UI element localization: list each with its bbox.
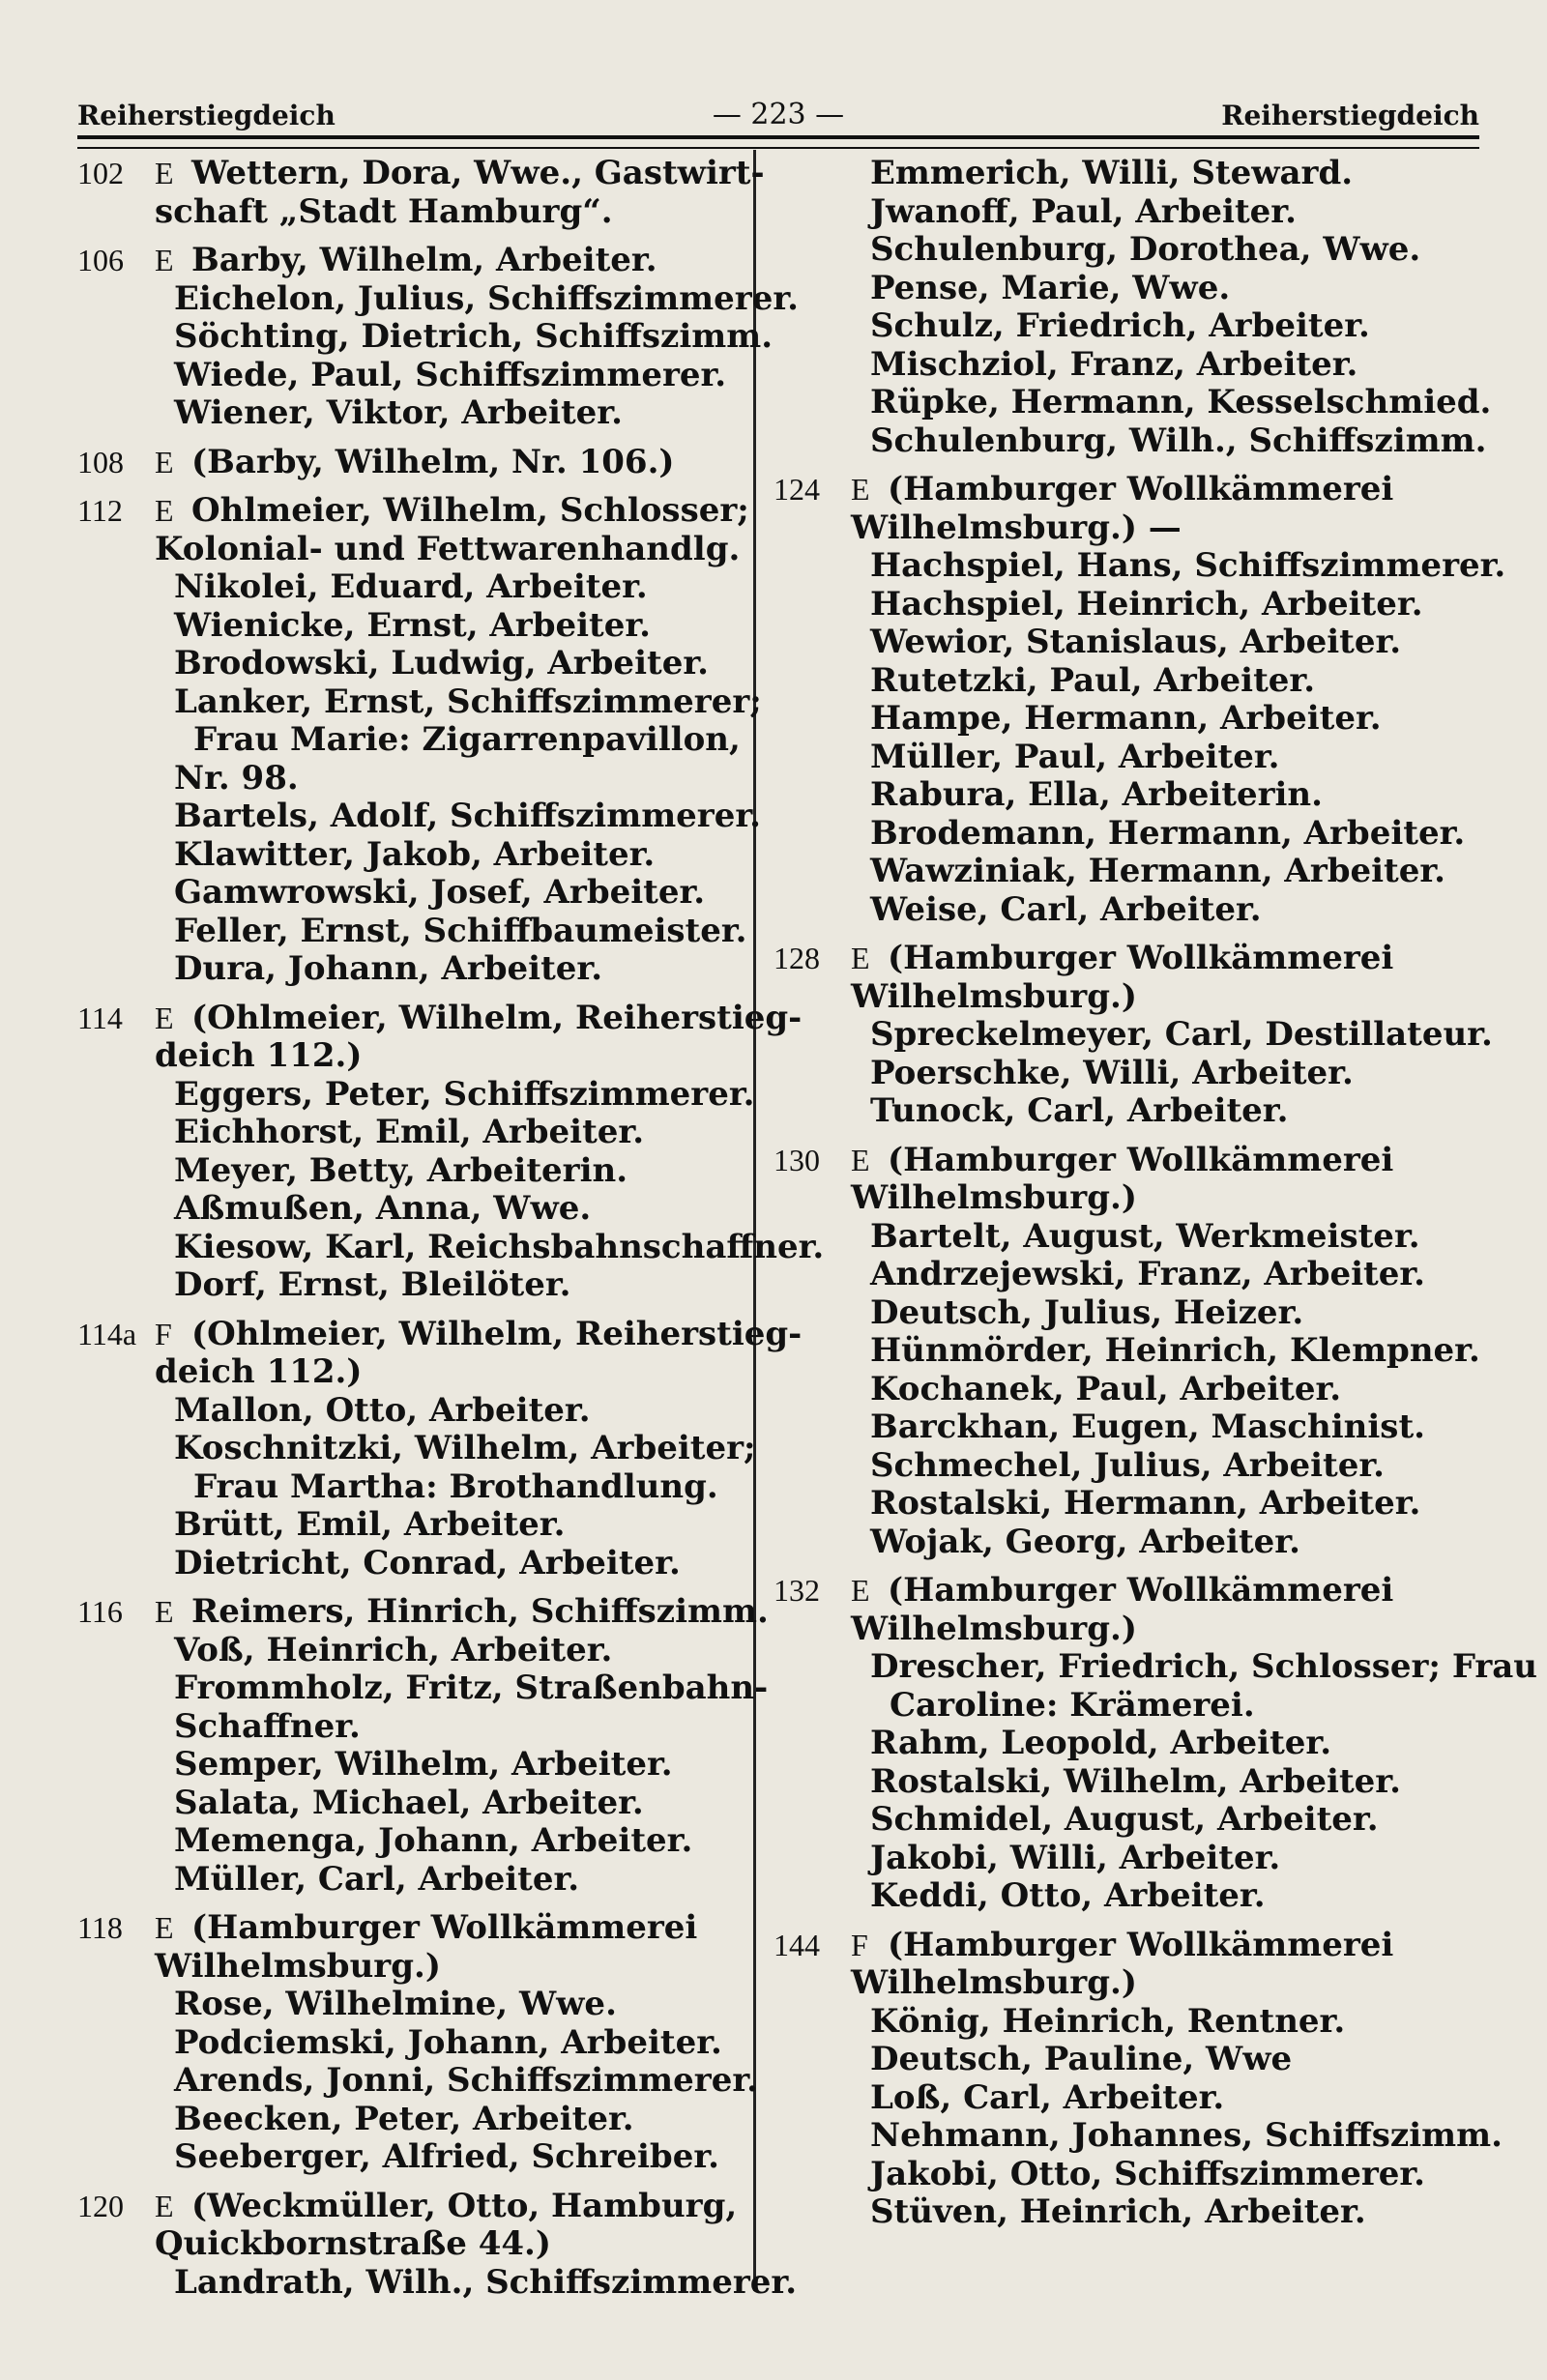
resident-line: Kolonial- und Fettwarenhandlg. <box>155 529 741 568</box>
resident-line: Wilhelmsburg.) <box>851 976 1137 1016</box>
resident-line: Eichhorst, Emil, Arbeiter. <box>174 1113 645 1151</box>
resident-text: (Hamburger Wollkämmerei <box>888 1925 1394 1964</box>
resident-line: Brodemann, Hermann, Arbeiter. <box>870 813 1466 853</box>
resident-line: Müller, Carl, Arbeiter. <box>174 1859 580 1899</box>
resident-line: Söchting, Dietrich, Schiffszimm. <box>174 317 774 356</box>
house-number-line <box>77 1592 769 1632</box>
resident-line: Kochanek, Paul, Arbeiter. <box>870 1369 1342 1408</box>
resident-line: Eggers, Peter, Schiffszimmerer. <box>174 1074 755 1114</box>
house-number-line <box>774 1572 1479 1611</box>
resident-line: Hachspiel, Heinrich, Arbeiter. <box>870 584 1423 624</box>
house-entry <box>77 1908 758 2177</box>
house-type-mark: E <box>155 1594 174 1629</box>
resident-line: Nehmann, Johannes, Schiffszimm. <box>870 2116 1503 2155</box>
resident-line: Jakobi, Otto, Schiffszimmerer. <box>870 2154 1426 2193</box>
house-type-mark: E <box>851 941 870 975</box>
resident-line: Wilhelmsburg.) <box>851 1609 1137 1648</box>
resident-line: Mallon, Otto, Arbeiter. <box>174 1390 591 1430</box>
resident-text: (Ohlmeier, Wilhelm, Reiherstieg- <box>191 998 803 1037</box>
resident-line: Wiener, Viktor, Arbeiter. <box>174 393 623 432</box>
resident-line: Caroline: Krämerei. <box>890 1685 1255 1725</box>
resident-line: Wewior, Stanislaus, Arbeiter. <box>870 623 1402 661</box>
resident-line: Arends, Jonni, Schiffszimmerer. <box>174 2061 758 2100</box>
house-number-line <box>77 1314 803 1354</box>
resident-line: Wilhelmsburg.) <box>851 1178 1137 1217</box>
resident-text: (Barby, Wilhelm, Nr. 106.) <box>191 442 675 481</box>
resident-text: Wettern, Dora, Wwe., Gastwirt- <box>191 154 765 192</box>
house-type-mark: E <box>155 2188 174 2223</box>
page-number: — 223 — <box>712 98 845 131</box>
resident-line: Poerschke, Willi, Arbeiter. <box>870 1053 1354 1092</box>
resident-line: Kiesow, Karl, Reichsbahnschaffner. <box>174 1227 825 1266</box>
house-number: 124 <box>774 472 820 507</box>
house-number: 128 <box>774 941 820 975</box>
resident-line: Rüpke, Hermann, Kesselschmied. <box>870 383 1492 421</box>
house-type-mark: E <box>155 156 174 190</box>
resident-line: Bartelt, August, Werkmeister. <box>870 1216 1420 1256</box>
resident-line: Brütt, Emil, Arbeiter. <box>174 1505 566 1544</box>
resident-line: Dorf, Ernst, Bleilöter. <box>174 1265 571 1304</box>
resident-text: (Hamburger Wollkämmerei <box>888 1140 1394 1179</box>
house-entry <box>774 1925 1503 2232</box>
house-type-mark: E <box>155 444 174 479</box>
resident-line: Jakobi, Willi, Arbeiter. <box>870 1838 1281 1877</box>
resident-text: Reimers, Hinrich, Schiffszimm. <box>191 1592 769 1631</box>
house-number-line <box>774 1927 1479 1965</box>
house-number: 102 <box>77 156 124 190</box>
resident-line: Weise, Carl, Arbeiter. <box>870 889 1262 929</box>
resident-text: Barby, Wilhelm, Arbeiter. <box>191 241 657 279</box>
resident-line: Nr. 98. <box>174 758 299 798</box>
resident-line: Schulz, Friedrich, Arbeiter. <box>870 306 1370 345</box>
resident-line: Spreckelmeyer, Carl, Destillateur. <box>870 1015 1493 1054</box>
resident-line: Deutsch, Julius, Heizer. <box>870 1292 1304 1332</box>
house-entry <box>77 1314 803 1583</box>
resident-line: Frau Martha: Brothandlung. <box>193 1466 718 1506</box>
house-type-mark: E <box>155 243 174 277</box>
resident-line: Wiede, Paul, Schiffszimmerer. <box>174 355 727 394</box>
resident-line: Barckhan, Eugen, Maschinist. <box>870 1408 1425 1446</box>
resident-line: Schulenburg, Wilh., Schiffszimm. <box>870 421 1487 460</box>
resident-line: Meyer, Betty, Arbeiterin. <box>174 1150 628 1190</box>
resident-line: Feller, Ernst, Schiffbaumeister. <box>174 911 747 950</box>
resident-line: schaft „Stadt Hamburg“. <box>155 191 613 231</box>
resident-line: Wojak, Georg, Arbeiter. <box>870 1522 1300 1561</box>
resident-line: Schulenburg, Dorothea, Wwe. <box>870 230 1421 269</box>
resident-text: Ohlmeier, Wilhelm, Schlosser; <box>191 491 749 530</box>
resident-line: Koschnitzki, Wilhelm, Arbeiter; <box>174 1429 756 1467</box>
resident-line: Dietricht, Conrad, Arbeiter. <box>174 1543 681 1582</box>
house-entry <box>774 939 1493 1131</box>
resident-line: Loß, Carl, Arbeiter. <box>870 2077 1225 2117</box>
resident-text: (Weckmüller, Otto, Hamburg, <box>191 2186 738 2225</box>
resident-line: Frommholz, Fritz, Straßenbahn- <box>174 1669 769 1707</box>
right-column <box>774 154 1538 2243</box>
house-type-mark: E <box>155 1910 174 1945</box>
resident-line: Seeberger, Alfried, Schreiber. <box>174 2137 719 2176</box>
house-type-mark: E <box>155 1000 174 1035</box>
resident-line: Rahm, Leopold, Arbeiter. <box>870 1724 1332 1762</box>
resident-line: Andrzejewski, Franz, Arbeiter. <box>870 1255 1425 1293</box>
house-entry <box>774 470 1506 929</box>
resident-line: Drescher, Friedrich, Schlosser; Frau <box>870 1647 1538 1686</box>
house-entry <box>77 154 765 231</box>
resident-line: Bartels, Adolf, Schiffszimmerer. <box>174 797 761 835</box>
house-type-mark: E <box>851 1142 870 1177</box>
house-number-line <box>77 154 765 193</box>
resident-line: Hampe, Hermann, Arbeiter. <box>870 699 1382 738</box>
resident-line: Stüven, Heinrich, Arbeiter. <box>870 2192 1366 2231</box>
header-street-left: Reiherstiegdeich <box>77 100 336 131</box>
resident-line: Wilhelmsburg.) <box>155 1946 441 1986</box>
resident-line: Podciemski, Johann, Arbeiter. <box>174 2022 722 2062</box>
header-rule <box>77 135 1479 149</box>
resident-line: Wawziniak, Hermann, Arbeiter. <box>870 852 1446 890</box>
resident-line: König, Heinrich, Rentner. <box>870 2001 1346 2041</box>
resident-line: Nikolei, Eduard, Arbeiter. <box>174 567 648 606</box>
resident-text: (Hamburger Wollkämmerei <box>888 470 1394 508</box>
resident-line: Emmerich, Willi, Steward. <box>870 154 1354 192</box>
house-type-mark: E <box>851 472 870 507</box>
house-type-mark: F <box>851 1927 868 1962</box>
page-header <box>77 83 1479 131</box>
resident-line: Keddi, Otto, Arbeiter. <box>870 1876 1266 1915</box>
house-entry <box>774 154 1492 460</box>
resident-line: Rostalski, Hermann, Arbeiter. <box>870 1484 1421 1523</box>
house-number-line <box>77 444 735 482</box>
house-number-line <box>774 1142 1479 1180</box>
resident-line: Schmidel, August, Arbeiter. <box>870 1800 1379 1839</box>
resident-line: Schaffner. <box>174 1706 361 1746</box>
resident-line: deich 112.) <box>155 1352 363 1391</box>
resident-text: (Hamburger Wollkämmerei <box>888 939 1394 977</box>
house-entry <box>77 444 735 482</box>
house-number: 144 <box>774 1927 820 1962</box>
resident-line: Jwanoff, Paul, Arbeiter. <box>870 191 1297 231</box>
resident-line: Pense, Marie, Wwe. <box>870 268 1231 307</box>
resident-line: Klawitter, Jakob, Arbeiter. <box>174 834 656 874</box>
house-number-line <box>77 242 735 280</box>
resident-text: (Hamburger Wollkämmerei <box>191 1908 698 1947</box>
house-type-mark: F <box>155 1316 172 1351</box>
house-number: 112 <box>77 493 123 528</box>
resident-line: Eichelon, Julius, Schiffszimmerer. <box>174 278 799 318</box>
resident-line: Rostalski, Wilhelm, Arbeiter. <box>870 1761 1401 1801</box>
house-number-line <box>774 471 1479 509</box>
resident-line: Beecken, Peter, Arbeiter. <box>174 2099 634 2138</box>
house-number-line <box>77 998 803 1038</box>
resident-line: Rabura, Ella, Arbeiterin. <box>870 775 1323 814</box>
resident-line: Dura, Johann, Arbeiter. <box>174 949 603 988</box>
resident-line: Lanker, Ernst, Schiffszimmerer; <box>174 682 762 721</box>
house-number: 118 <box>77 1910 123 1945</box>
resident-line: Wienicke, Ernst, Arbeiter. <box>174 605 651 645</box>
resident-line: Landrath, Wilh., Schiffszimmerer. <box>174 2262 798 2302</box>
house-number: 116 <box>77 1594 123 1629</box>
resident-line: Quickbornstraße 44.) <box>155 2224 551 2263</box>
resident-line: Frau Marie: Zigarrenpavillon, <box>193 720 741 759</box>
house-number-line <box>77 1909 735 1948</box>
resident-line: Aßmußen, Anna, Wwe. <box>174 1189 592 1228</box>
resident-text: (Hamburger Wollkämmerei <box>888 1571 1394 1610</box>
resident-line: Tunock, Carl, Arbeiter. <box>870 1091 1289 1130</box>
resident-line: Salata, Michael, Arbeiter. <box>174 1783 644 1822</box>
house-number: 114 <box>77 1000 123 1035</box>
house-number: 132 <box>774 1573 820 1608</box>
resident-line: Memenga, Johann, Arbeiter. <box>174 1821 693 1860</box>
house-number-line <box>774 940 1479 978</box>
resident-line: Brodowski, Ludwig, Arbeiter. <box>174 644 709 682</box>
resident-line: Mischziol, Franz, Arbeiter. <box>870 344 1358 384</box>
resident-line: Hachspiel, Hans, Schiffszimmerer. <box>870 546 1506 585</box>
house-entry <box>774 1142 1479 1562</box>
house-number: 108 <box>77 444 124 479</box>
column-divider <box>753 150 756 2291</box>
house-number: 114a <box>77 1316 137 1351</box>
house-number-line <box>77 491 749 531</box>
resident-line: Schmechel, Julius, Arbeiter. <box>870 1445 1385 1485</box>
house-type-mark: E <box>155 493 174 528</box>
house-entry <box>77 1592 769 1899</box>
house-entry <box>77 241 799 433</box>
resident-line: Gamwrowski, Josef, Arbeiter. <box>174 873 706 912</box>
resident-line: Hünmörder, Heinrich, Klempner. <box>870 1331 1480 1370</box>
resident-text: (Ohlmeier, Wilhelm, Reiherstieg- <box>191 1314 803 1353</box>
resident-line: Wilhelmsburg.) — <box>851 508 1182 547</box>
resident-line: Voß, Heinrich, Arbeiter. <box>174 1630 613 1669</box>
resident-line: Semper, Wilhelm, Arbeiter. <box>174 1745 673 1784</box>
resident-line: Rutetzki, Paul, Arbeiter. <box>870 660 1316 700</box>
resident-line: Deutsch, Pauline, Wwe <box>870 2040 1293 2078</box>
resident-line: deich 112.) <box>155 1036 363 1075</box>
header-street-right: Reiherstiegdeich <box>1221 100 1479 131</box>
house-entry <box>774 1571 1538 1916</box>
house-number-line <box>77 2186 738 2226</box>
house-number: 120 <box>77 2188 124 2223</box>
resident-line: Müller, Paul, Arbeiter. <box>870 737 1280 776</box>
house-entry <box>77 491 762 989</box>
house-type-mark: E <box>851 1573 870 1608</box>
house-entry <box>77 2186 798 2303</box>
resident-line: Rose, Wilhelmine, Wwe. <box>174 1985 617 2023</box>
house-number: 130 <box>774 1142 820 1177</box>
house-number: 106 <box>77 243 124 277</box>
resident-line: Wilhelmsburg.) <box>851 1963 1137 2002</box>
